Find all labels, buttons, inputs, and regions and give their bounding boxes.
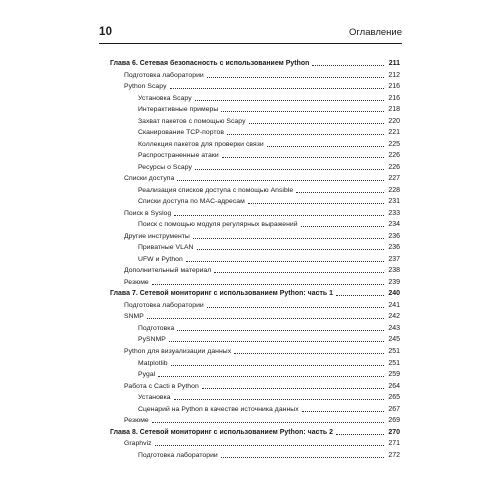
toc-entry-title: Приватные VLAN bbox=[138, 244, 194, 252]
toc-entry-title: Установка Scapy bbox=[138, 94, 192, 102]
toc-entry-title: Подготовка bbox=[138, 324, 175, 332]
dot-leader bbox=[336, 295, 384, 296]
dot-leader bbox=[197, 249, 384, 250]
toc-entry bbox=[138, 391, 400, 402]
dot-leader bbox=[296, 192, 384, 193]
toc-entry-title: Списки доступа bbox=[124, 175, 175, 183]
dot-leader bbox=[177, 330, 384, 331]
toc-entry bbox=[124, 172, 400, 183]
toc-entry-page: 264 bbox=[388, 382, 400, 390]
toc-entry-page: 211 bbox=[388, 60, 400, 67]
toc-entry bbox=[138, 126, 400, 137]
toc-entry-page: 238 bbox=[388, 267, 400, 275]
toc-entry bbox=[138, 322, 400, 333]
dot-leader bbox=[193, 238, 384, 239]
dot-leader bbox=[171, 365, 384, 366]
toc-entry-page: 221 bbox=[388, 129, 400, 137]
dot-leader bbox=[249, 123, 384, 124]
toc-entry-page: 236 bbox=[388, 232, 400, 240]
toc-entry-page: 270 bbox=[388, 428, 400, 436]
toc-entry bbox=[138, 149, 400, 160]
toc-entry-page: 269 bbox=[388, 417, 400, 425]
dot-leader bbox=[207, 307, 384, 308]
toc-entry-title: Поиск с помощью модуля регулярных выражений bbox=[138, 221, 298, 229]
toc-entry-page: 236 bbox=[388, 244, 400, 252]
toc-entry-page: 259 bbox=[388, 371, 400, 379]
toc-entry bbox=[138, 161, 400, 172]
toc-entry-title: Резюме bbox=[124, 278, 149, 286]
toc-entry-page: 231 bbox=[388, 198, 400, 206]
toc-entry-title: Pygal bbox=[138, 371, 156, 379]
toc-entry-page: 226 bbox=[388, 163, 400, 171]
toc-entry bbox=[124, 414, 400, 425]
dot-leader bbox=[214, 272, 384, 273]
toc-entry bbox=[138, 449, 400, 460]
toc-entry bbox=[138, 368, 400, 379]
dot-leader bbox=[234, 353, 384, 354]
toc-entry bbox=[138, 253, 400, 264]
toc-entry-page: 267 bbox=[388, 405, 400, 413]
toc-entry bbox=[124, 264, 400, 275]
dot-leader bbox=[152, 284, 384, 285]
toc-entry bbox=[110, 287, 400, 298]
header-rule bbox=[99, 43, 402, 44]
toc-entry-title: Работа с Cacti в Python bbox=[124, 382, 199, 390]
toc-entry-title: UFW и Python bbox=[138, 255, 183, 263]
dot-leader bbox=[158, 376, 384, 377]
dot-leader bbox=[227, 134, 384, 135]
toc-entry-page: 218 bbox=[388, 106, 400, 114]
toc-entry bbox=[138, 184, 400, 195]
toc-entry-title: Резюме bbox=[124, 417, 149, 425]
dot-leader bbox=[186, 261, 384, 262]
dot-leader bbox=[169, 341, 384, 342]
toc-entry-page: 220 bbox=[388, 117, 400, 125]
toc-entry-page: 271 bbox=[388, 440, 400, 448]
dot-leader bbox=[302, 411, 384, 412]
toc-entry-title: PySNMP bbox=[138, 336, 166, 344]
page-number: 10 bbox=[99, 26, 113, 38]
toc-entry bbox=[138, 138, 400, 149]
toc-entry bbox=[138, 241, 400, 252]
dot-leader bbox=[248, 203, 384, 204]
toc-entry-title: Сценарий на Python в качестве источника данных bbox=[138, 405, 299, 413]
dot-leader bbox=[207, 77, 384, 78]
dot-leader bbox=[147, 318, 384, 319]
toc-entry-title: Глава 8. Сетевой мониторинг с использованием Python: часть 2 bbox=[110, 428, 334, 436]
dot-leader bbox=[301, 226, 384, 227]
toc-entry-title: Подготовка лаборатории bbox=[124, 71, 204, 79]
dot-leader bbox=[195, 169, 384, 170]
toc-entry-title: Установка bbox=[138, 394, 171, 402]
dot-leader bbox=[267, 146, 384, 147]
toc-entry bbox=[138, 92, 400, 103]
toc-entry bbox=[138, 357, 400, 368]
toc-entry bbox=[124, 380, 400, 391]
toc-entry bbox=[138, 195, 400, 206]
toc-entry bbox=[124, 230, 400, 241]
toc-entry-page: 226 bbox=[388, 152, 400, 160]
toc-entry-page: 225 bbox=[388, 140, 400, 148]
toc-entry-title: Глава 7. Сетевой мониторинг с использованием Python: часть 1 bbox=[110, 290, 334, 298]
running-title: Оглавление bbox=[349, 27, 402, 38]
toc-entry-page: 237 bbox=[388, 255, 400, 263]
toc-entry-title: Подготовка лаборатории bbox=[138, 451, 218, 459]
toc-entry-title: Распространенные атаки bbox=[138, 152, 219, 160]
toc-entry-title: Глава 6. Сетевая безопасность с использованием Python bbox=[110, 60, 310, 67]
toc-entry-page: 241 bbox=[388, 301, 400, 309]
toc-entry bbox=[138, 403, 400, 414]
toc-entry bbox=[138, 115, 400, 126]
dot-leader bbox=[174, 399, 384, 400]
toc-entry-page: 216 bbox=[388, 94, 400, 102]
toc-entry-title: Сканирование TCP-портов bbox=[138, 129, 224, 137]
toc-entry-title: Python Scapy bbox=[124, 83, 167, 91]
toc-entry bbox=[110, 426, 400, 437]
toc-entry-page: 228 bbox=[388, 186, 400, 194]
toc-entry bbox=[124, 276, 400, 287]
toc-entry bbox=[124, 299, 400, 310]
toc-entry-page: 233 bbox=[388, 209, 400, 217]
toc-entry-title: Интерактивные примеры bbox=[138, 106, 219, 114]
dot-leader bbox=[336, 434, 384, 435]
toc-entry-title: Списки доступа по MAC-адресам bbox=[138, 198, 245, 206]
toc-entry-title: Python для визуализации данных bbox=[124, 348, 232, 355]
toc-entry-page: 216 bbox=[388, 83, 400, 91]
toc-entry-page: 243 bbox=[388, 324, 400, 332]
toc-entry bbox=[138, 103, 400, 114]
toc-entry-page: 242 bbox=[388, 313, 400, 321]
toc-entry bbox=[124, 207, 400, 218]
toc-entry-title: Поиск в Syslog bbox=[124, 209, 172, 217]
toc-entry bbox=[110, 57, 400, 68]
toc-entry-page: 234 bbox=[388, 221, 400, 229]
toc-entry-title: Подготовка лаборатории bbox=[124, 301, 204, 309]
dot-leader bbox=[221, 457, 384, 458]
toc-entry-page: 212 bbox=[388, 71, 400, 79]
toc-entry bbox=[124, 310, 400, 321]
dot-leader bbox=[152, 422, 384, 423]
toc-entry-page: 240 bbox=[388, 290, 400, 298]
toc-entry bbox=[124, 345, 400, 356]
toc-entry-title: Graphviz bbox=[124, 440, 152, 448]
dot-leader bbox=[222, 157, 384, 158]
toc-entry-title: Захват пакетов с помощью Scapy bbox=[138, 117, 246, 125]
toc-entry-page: 251 bbox=[388, 359, 400, 367]
dot-leader bbox=[155, 445, 384, 446]
toc-entry-page: 227 bbox=[388, 175, 400, 183]
toc-entry-title: SNMP bbox=[124, 313, 144, 321]
toc-entry-page: 251 bbox=[388, 348, 400, 355]
toc-entry bbox=[124, 69, 400, 80]
dot-leader bbox=[221, 111, 384, 112]
dot-leader bbox=[170, 88, 384, 89]
dot-leader bbox=[312, 65, 384, 66]
toc-entry-page: 272 bbox=[388, 451, 400, 459]
dot-leader bbox=[202, 388, 384, 389]
dot-leader bbox=[195, 100, 384, 101]
toc-entry-title: Коллекция пакетов для проверки связи bbox=[138, 140, 264, 148]
toc-entry-page: 265 bbox=[388, 394, 400, 402]
dot-leader bbox=[177, 180, 384, 181]
toc-entry-page: 245 bbox=[388, 336, 400, 344]
toc-entry-title: Ресурсы о Scapy bbox=[138, 163, 192, 171]
dot-leader bbox=[174, 215, 384, 216]
toc-entry bbox=[138, 218, 400, 229]
toc-entry bbox=[124, 437, 400, 448]
toc-entry-title: Дополнительный материал bbox=[124, 267, 212, 275]
toc-entry-page: 239 bbox=[388, 278, 400, 286]
toc-entry bbox=[124, 80, 400, 91]
toc-entry bbox=[138, 333, 400, 344]
toc-entry-title: Реализация списков доступа с помощью Ansible bbox=[138, 186, 294, 194]
toc-entry-title: Другие инструменты bbox=[124, 232, 190, 240]
toc-entry-title: Matplotlib bbox=[138, 359, 168, 367]
